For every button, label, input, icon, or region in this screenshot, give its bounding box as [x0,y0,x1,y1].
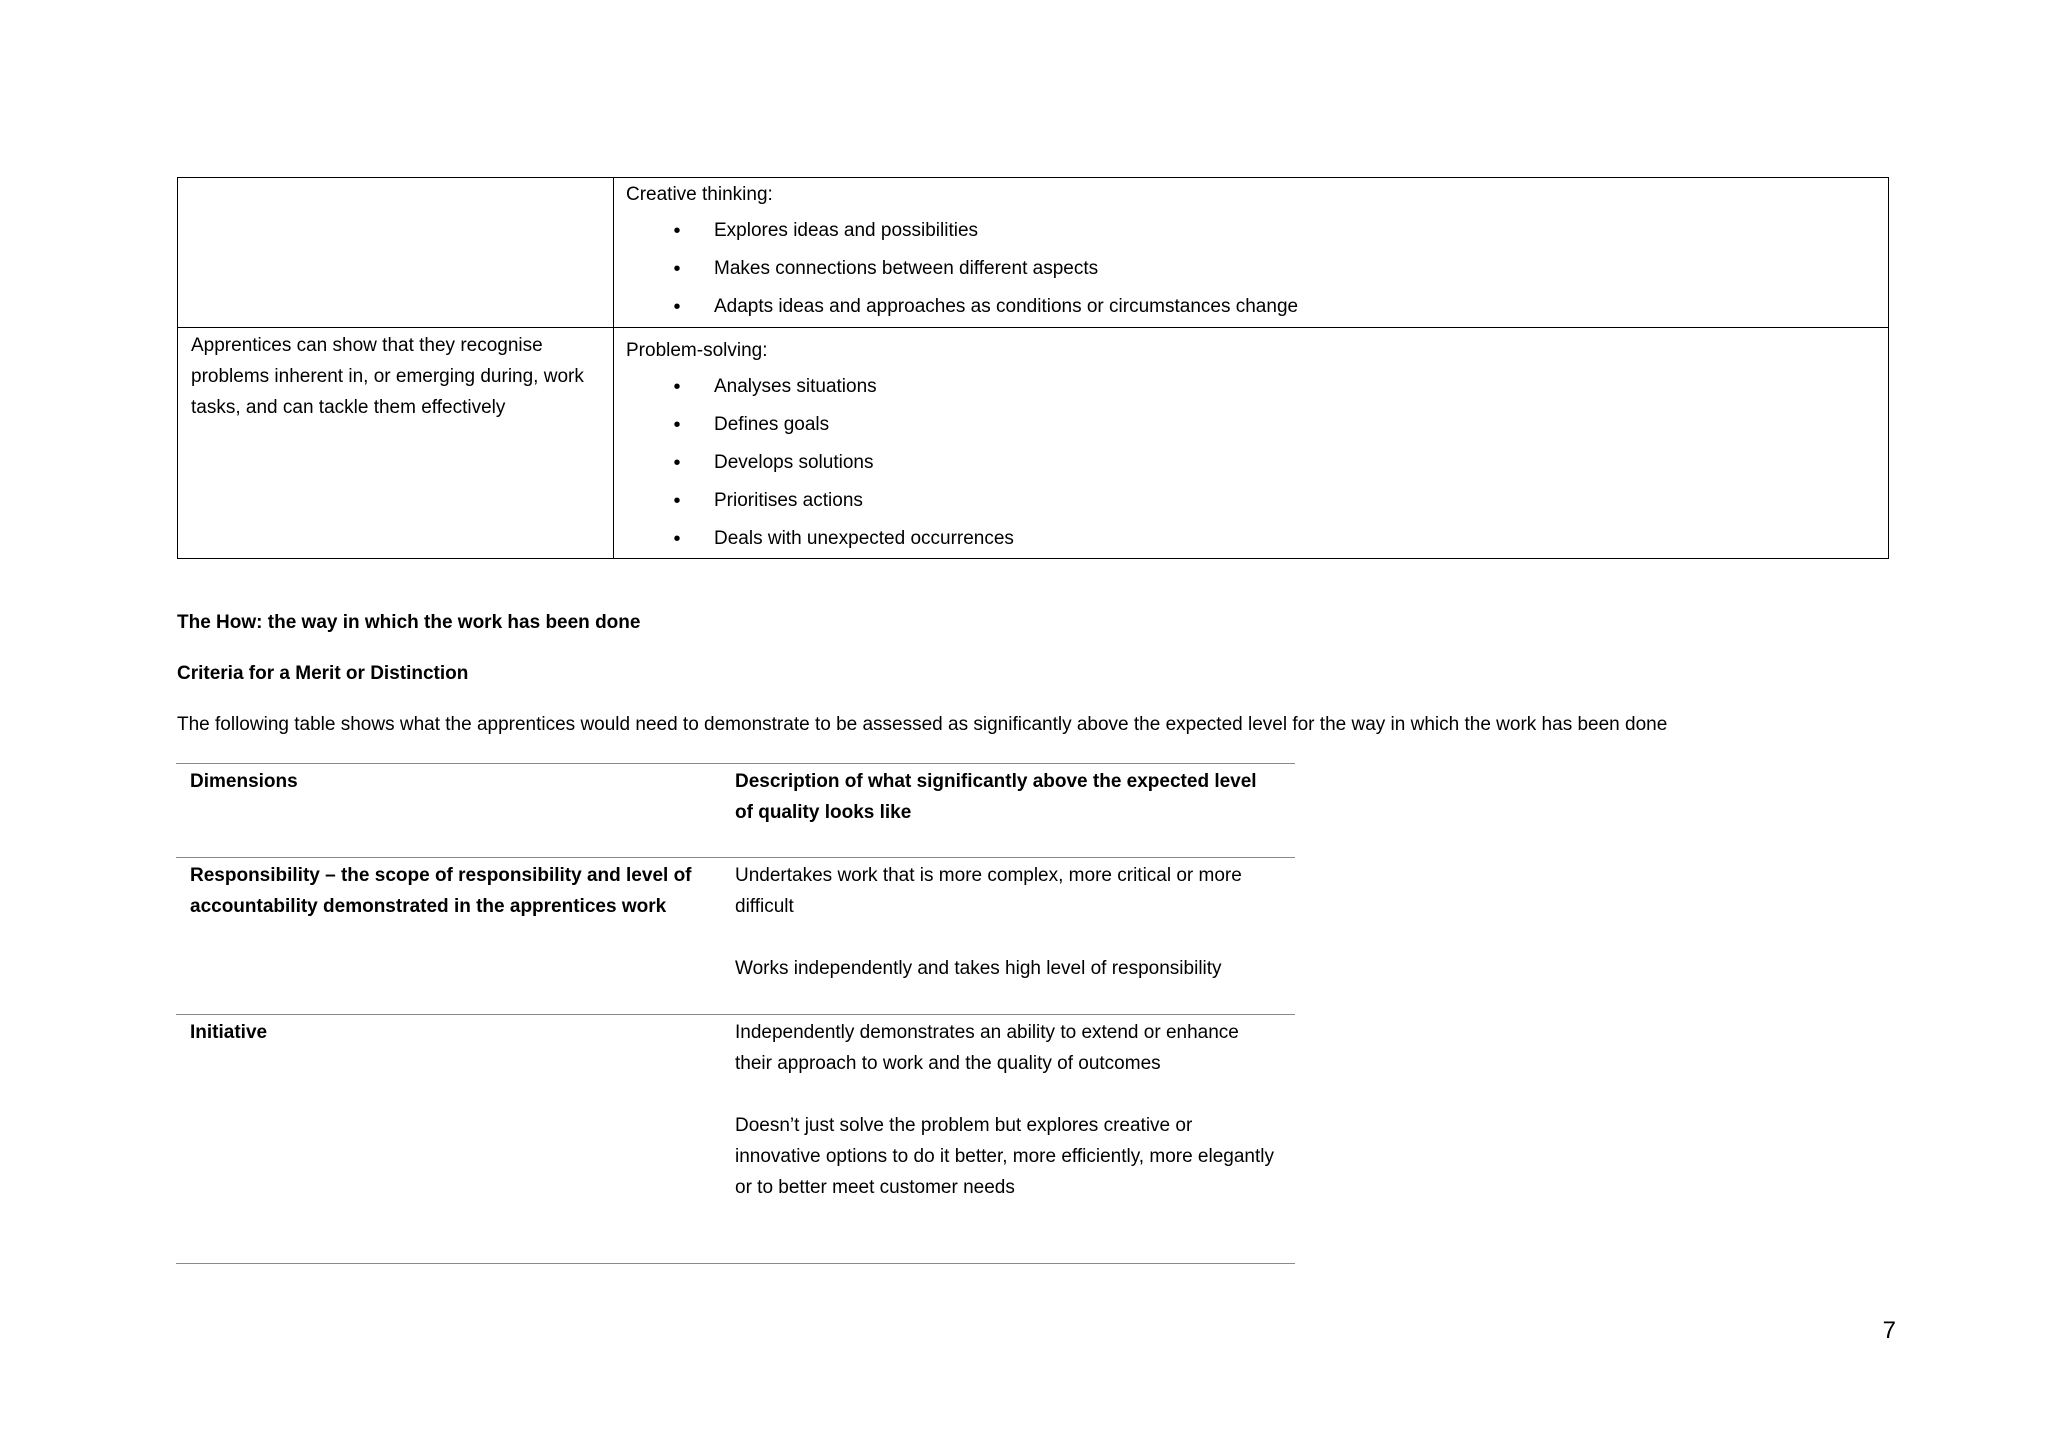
column-header-description: Description of what significantly above the expected level of quality looks like [735,771,1257,823]
list-item: • Adapts ideas and approaches as conditions or circumstances change [626,288,1876,326]
section-heading: The How: the way in which the work has been done [177,612,641,633]
list-item: • Analyses situations [626,368,1876,406]
table-cell-criteria [178,178,614,328]
intro-paragraph: The following table shows what the apprentices would need to demonstrate to be assessed as significantly above the expected level for the way in which the work has been done [177,714,1668,735]
bullet-icon: • [673,376,681,398]
bullet-icon: • [673,528,681,550]
skill-heading-problem-solving: Problem-solving: [626,340,768,361]
dimension-description [710,1015,1295,1263]
criteria-text: Apprentices can show that they recognise problems inherent in, or emerging during, work tasks, and can tackle them effectively [191,335,584,418]
page-number: 7 [1882,1317,1896,1344]
table-row-problem-solving [178,328,1889,559]
bullet-icon: • [673,220,681,242]
bullet-icon: • [673,258,681,280]
description-paragraph: Works independently and takes high level of responsibility [735,958,1222,979]
list-item: • Explores ideas and possibilities [626,212,1876,250]
dimensions-table [176,763,1295,1264]
table-row-responsibility [176,857,1295,1014]
table-cell-criteria [178,328,614,559]
skill-heading-creative-thinking: Creative thinking: [626,184,773,205]
bullet-icon: • [673,296,681,318]
list-item: • Prioritises actions [626,482,1876,520]
problem-solving-list [626,368,1876,558]
column-header-dimensions: Dimensions [190,771,298,792]
table-row-initiative [176,1014,1295,1264]
section-subheading: Criteria for a Merit or Distinction [177,663,469,684]
list-item: • Deals with unexpected occurrences [626,520,1876,558]
bullet-icon: • [673,490,681,512]
description-paragraph: Undertakes work that is more complex, more critical or more difficult [735,865,1242,917]
dimension-label: Responsibility – the scope of responsibility and level of accountability demonstrated in the apprentices work [190,865,692,917]
description-paragraph: Doesn’t just solve the problem but explores creative or innovative options to do it better, more efficiently, more elegantly or to better meet customer needs [735,1115,1274,1198]
bullet-icon: • [673,452,681,474]
list-item: • Develops solutions [626,444,1876,482]
table-row-creative-thinking [178,178,1889,328]
description-paragraph: Independently demonstrates an ability to extend or enhance their approach to work and the quality of outcomes [735,1022,1239,1074]
skills-criteria-table [177,177,1889,559]
table-cell-skills [614,328,1889,559]
list-item: • Defines goals [626,406,1876,444]
list-item: • Makes connections between different aspects [626,250,1876,288]
dimension-label: Initiative [190,1022,268,1043]
dimension-description [710,858,1295,1014]
table-header-row [176,763,1295,857]
table-cell-skills [614,178,1889,328]
creative-thinking-list [626,212,1876,326]
bullet-icon: • [673,414,681,436]
criteria-text [178,178,613,180]
